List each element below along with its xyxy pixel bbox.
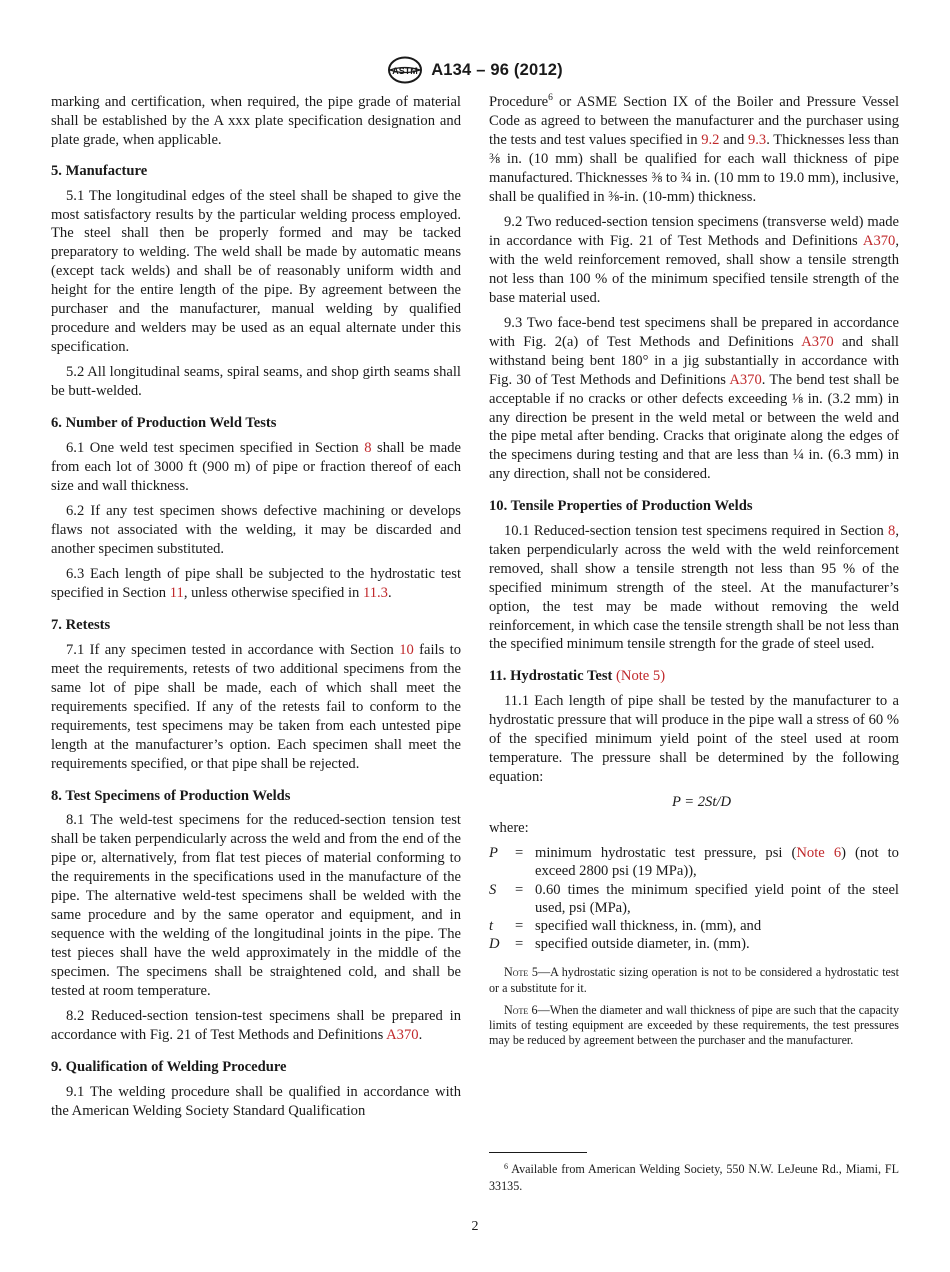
paragraph-9-1-continued: Procedure$^6$ or ASME Section IX of the Boiler and Pressure Vessel Code as agreed to between the manufacturer and the purchaser using the tests and test values specified in 9.2 and 9.3. Thicknesses less than ⅜ in. (10 mm) shall be qualified for each wall thickness of pipe manufactured. Thicknesses ⅜ to ¾ in. (10 mm to 19.0 mm), inclusive, shall be qualified in ⅜-in. (10-mm) thickness.	[489, 93, 899, 205]
link-a370[interactable]: A370	[386, 1026, 419, 1043]
paragraph-6-3: 6.3 Each length of pipe shall be subjected to the hydrostatic test specified in Section 11, unless otherwise specified in 11.3.	[51, 566, 461, 602]
link-section-10[interactable]: 10	[399, 642, 414, 659]
page-header	[0, 56, 950, 84]
definition-row	[489, 881, 899, 917]
footnote-ref-6: 6	[548, 93, 553, 103]
link-section-11-3[interactable]: 11.3	[362, 585, 388, 602]
definition-equals: =	[515, 845, 524, 862]
pressure-equation: P = 2St/D	[671, 794, 732, 811]
note-5: Note 5—A hydrostatic sizing operation is not to be considered a hydrostatic test or a substitute for it.	[489, 965, 899, 995]
paragraph-9-2: 9.2 Two reduced-section tension specimens (transverse weld) made in accordance with Fig. 21 of Test Methods and Definitions A370, with the weld reinforcement removed, shall show a tensile strength not less than 100 % of the minimum specified tensile strength of the base material used.	[489, 213, 899, 306]
paragraph-5-1: 5.1 The longitudinal edges of the steel shall be shaped to give the most satisfactory results by the particular welding process employed. The steel shall then be properly formed and may be tacked preparatory to welding. The weld shall be made by automatic means (except tack welds) and shall be of reasonably uniform width and height for the entire length of the pipe. By agreement between the purchaser and the manufacturer, manual welding by qualified procedure and welders may be used as an equal alternate under this specification.	[51, 187, 461, 355]
definition-description: minimum hydrostatic test pressure, psi (Note 6) (not to exceed 2800 psi (19 MPa)),	[535, 845, 899, 880]
footnote-6: $^6$ Available from American Welding Society, 550 N.W. LeJeune Rd., Miami, FL 33135.	[489, 1162, 899, 1193]
section-11-heading: 11. Hydrostatic Test (Note 5)	[489, 668, 666, 685]
paragraph-7-1: 7.1 If any specimen tested in accordance with Section 10 fails to meet the requirements, retests of two additional specimens from the same lot of pipe shall be made, each of which shall meet the requirements specified. If any of the retests fail to conform to the requirements, test specimens may be taken from each untested pipe length at the manufacturer’s option. Each specimen shall meet the requirements specified, or that pipe shall be rejected.	[51, 642, 461, 772]
link-a370[interactable]: A370	[729, 371, 762, 388]
paragraph-9-3: 9.3 Two face-bend test specimens shall be prepared in accordance with Fig. 2(a) of Test Methods and Definitions A370 and shall withstand being bent 180° in a jig substantially in accordance with Fig. 30 of Test Methods and Definitions A370. The bend test shall be acceptable if no cracks or other defects exceeding ⅛ in. (3.2 mm) in any direction be present in the weld metal or between the weld and the pipe metal after bending. Cracks that originate along the edges of the specimens during testing and that are less than ¼ in. (6.3 mm) in any direction, shall not be considered.	[489, 314, 899, 483]
link-note-5[interactable]: (Note 5)	[616, 668, 666, 685]
definition-description: specified wall thickness, in. (mm), and	[535, 917, 762, 934]
paragraph-8-2: 8.2 Reduced-section tension-test specimens shall be prepared in accordance with Fig. 21 of Test Methods and Definitions A370.	[51, 1007, 461, 1043]
definition-row	[489, 917, 899, 935]
left-column	[51, 93, 461, 1127]
definition-equals: =	[515, 917, 524, 934]
section-9-heading: 9. Qualification of Welding Procedure	[51, 1058, 287, 1075]
paragraph-9-1: 9.1 The welding procedure shall be qualified in accordance with the American Welding Society Standard Qualification	[51, 1083, 461, 1119]
where-label: where:	[489, 819, 529, 836]
definition-symbol: P	[489, 845, 498, 862]
section-6-heading: 6. Number of Production Weld Tests	[51, 415, 277, 432]
paragraph-6-2: 6.2 If any test specimen shows defective machining or develops flaws not associated with the welding, it may be discarded and another specimen substituted.	[51, 503, 461, 558]
definition-equals: =	[515, 881, 524, 898]
link-section-8[interactable]: 8	[888, 523, 896, 540]
definition-row	[489, 935, 899, 953]
paragraph-6-1: 6.1 One weld test specimen specified in Section 8 shall be made from each lot of 3000 ft (900 m) of pipe or fraction thereof of each size and wall thickness.	[51, 440, 461, 494]
paragraph-10-1: 10.1 Reduced-section tension test specimens required in Section 8, taken perpendicularly across the weld with the weld reinforcement removed, shall show a tensile strength not less than 95 % of the specified minimum strength of the steel. At the manufacturer’s option, the test may be made without removing the weld reinforcement, in which case the tensile strength shall be not less than the specified minimum tensile strength for the grade of steel used.	[489, 523, 899, 653]
document-designation: A134 – 96 (2012)	[431, 60, 563, 79]
link-9-2[interactable]: 9.2	[701, 131, 720, 148]
note-6: Note 6—When the diameter and wall thickness of pipe are such that the capacity limits of testing equipment are exceeded by these requirements, the test pressures may be reduced by agreement between the purchaser and the manufacturer.	[489, 1002, 899, 1048]
definition-description: specified outside diameter, in. (mm).	[535, 936, 750, 953]
link-9-3[interactable]: 9.3	[747, 131, 767, 148]
definition-description: 0.60 times the minimum specified yield point of the steel used, psi (MPa),	[535, 881, 899, 916]
section-7-heading: 7. Retests	[51, 617, 111, 634]
link-section-11[interactable]: 11	[169, 585, 184, 602]
definition-symbol: S	[489, 881, 497, 898]
link-note-6[interactable]: Note 6	[796, 845, 842, 862]
definition-symbol: D	[489, 936, 500, 953]
paragraph-8-1: 8.1 The weld-test specimens for the reduced-section tension test shall be taken perpendicularly across the weld and from the end of the pipe or, alternatively, from flat test pieces of material conforming to the requirements in the specifications used in the manufacture of the pipe. The alternative weld-test specimens shall be welded with the same procedure and by the same operator and equipment, and in sequence with the welding of the longitudinal joints in the pipe. The test pieces shall have the weld approximately in the middle of the specimen. The specimens shall be straightened cold, and shall be tested at room temperature.	[51, 812, 461, 999]
footnote-divider	[489, 1152, 587, 1153]
definition-row	[489, 844, 899, 880]
paragraph-11-1: 11.1 Each length of pipe shall be tested by the manufacturer to a hydrostatic pressure that will produce in the pipe wall a stress of 60 % of the specified minimum yield point of the steel used at room temperature. The pressure shall be determined by the following equation:	[489, 693, 899, 785]
section-5-heading: 5. Manufacture	[51, 162, 148, 179]
paragraph-5-2: 5.2 All longitudinal seams, spiral seams, and shop girth seams shall be butt-welded.	[51, 364, 461, 400]
paragraph-intro: marking and certification, when required, the pipe grade of material shall be established by the A xxx plate specification designation and plate grade, when applicable.	[51, 94, 461, 148]
right-column	[489, 93, 899, 1055]
definition-equals: =	[515, 936, 524, 953]
definition-symbol: t	[489, 917, 494, 934]
svg-text:ASTM: ASTM	[392, 66, 418, 76]
link-a370[interactable]: A370	[801, 333, 834, 350]
page-number: 2	[471, 1219, 479, 1234]
astm-logo-icon	[387, 56, 423, 84]
link-a370[interactable]: A370	[862, 232, 896, 249]
section-10-heading: 10. Tensile Properties of Production Welds	[489, 498, 753, 515]
link-section-8[interactable]: 8	[364, 440, 372, 456]
variable-definitions	[489, 844, 899, 953]
section-8-heading: 8. Test Specimens of Production Welds	[51, 787, 291, 804]
